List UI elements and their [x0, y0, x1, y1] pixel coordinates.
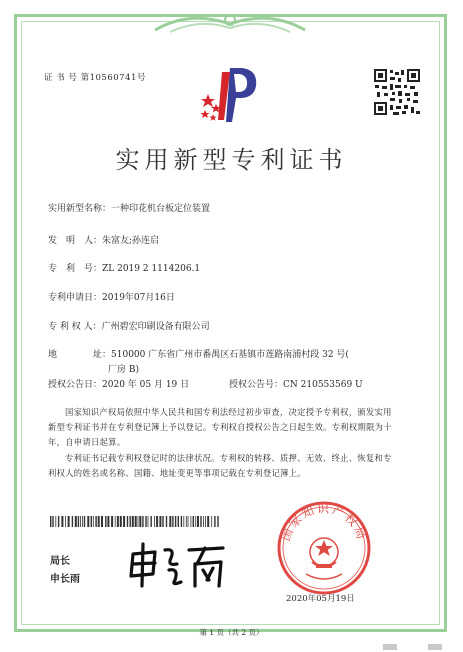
field-label: 实用新型名称：	[48, 204, 112, 214]
field-label: 专 利 号：	[48, 264, 103, 274]
patent-number-row	[48, 261, 200, 274]
certificate-title: 实用新型专利证书	[115, 146, 348, 174]
qr-code-icon	[373, 68, 421, 116]
svg-text:国家知识产权局	[279, 502, 370, 543]
field-label: 授权公告号：	[229, 380, 284, 390]
paragraph-line: 国家知识产权局依照中华人民共和国专利法经过初步审查，决定授予专利权，颁发实用	[65, 407, 392, 417]
field-value: CN 210553569 U	[283, 380, 363, 390]
grant-statement-paragraph	[48, 405, 428, 450]
official-seal-icon	[276, 500, 372, 596]
paragraph-line: 专利证书记载专利权登记时的法律状况。专利权的转移、质押、无效、终止、恢复和专	[65, 453, 392, 463]
handwritten-signature-icon	[125, 540, 230, 590]
grant-number-row	[229, 377, 363, 390]
certificate-number: 证 书 号 第10560741号	[44, 73, 146, 83]
filing-date-row	[48, 290, 175, 303]
field-label: 址：	[93, 350, 112, 360]
paragraph-line: 利权人的姓名或名称、国籍、地址变更等事项记载在专利登记簿上。	[48, 468, 306, 478]
field-value: 2020 年 05 月 19 日	[102, 380, 190, 390]
paragraph-line: 年，自申请日起算。	[48, 437, 126, 447]
address-row	[93, 347, 349, 360]
signature-title: 局长	[50, 556, 70, 567]
paragraph-line: 新型专利证书并在专利登记簿上予以登记。专利权自授权公告之日起生效。专利权期限为十	[48, 422, 392, 432]
top-ornament-icon	[150, 10, 310, 36]
field-value: 朱富友;孙连启	[102, 236, 160, 246]
seal-date: 2020年05月19日	[286, 594, 355, 604]
scan-mark	[383, 644, 397, 650]
field-value: 广州碧宏印刷设备有限公司	[101, 322, 210, 332]
patentee-row	[48, 319, 210, 332]
field-label: 发 明 人：	[48, 236, 103, 246]
seal-text: 国家知识产权局	[278, 501, 370, 543]
field-label: 专 利 权 人：	[48, 322, 102, 332]
cnipa-logo-icon	[196, 64, 266, 126]
address-label-1: 地	[48, 350, 58, 360]
field-label: 专利申请日：	[48, 293, 103, 303]
scan-mark	[428, 644, 442, 650]
field-value: 2019年07月16日	[102, 293, 175, 303]
barcode-icon	[50, 516, 222, 527]
utility-model-name-row	[48, 201, 210, 214]
address-value-line-2: 厂房 B)	[108, 365, 139, 375]
field-value: 510000 广东省广州市番禺区石基镇市莲路南浦村段 32 号(	[111, 350, 349, 360]
field-label: 授权公告日：	[48, 380, 103, 390]
grant-date-row	[48, 377, 189, 390]
inventor-row	[48, 233, 159, 246]
field-value: 一种印花机台板定位装置	[111, 204, 211, 214]
legal-status-paragraph	[48, 451, 428, 481]
page-number: 第 1 页（共 2 页）	[199, 628, 264, 637]
field-value: ZL 2019 2 1114206.1	[102, 264, 201, 274]
signature-name: 申长雨	[50, 574, 80, 585]
